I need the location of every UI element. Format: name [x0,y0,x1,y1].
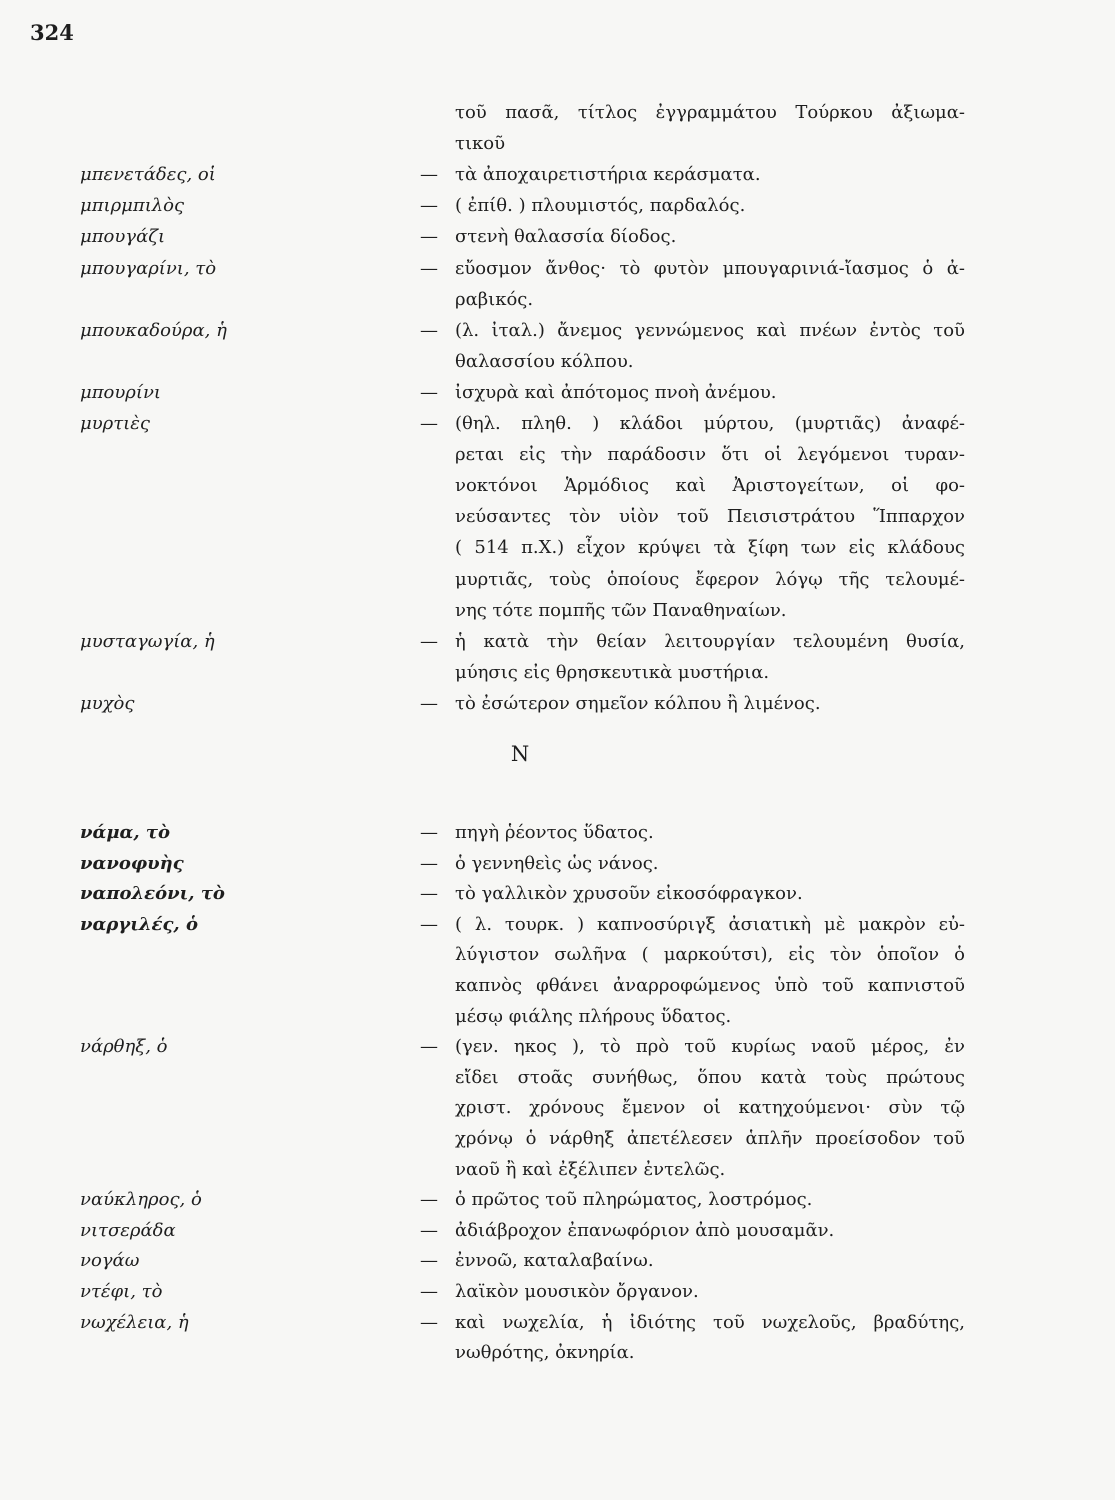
headword: ναπολεόνι, τὸ [80,883,225,905]
entry-line [0,440,1115,470]
entry-dash: — [420,852,438,874]
entry-dash: — [420,630,438,652]
headword: μπουρίνι [80,381,161,403]
headword: μπουγαρίνι, τὸ [80,257,217,279]
entry-line [0,658,1115,688]
entry-line [0,316,1115,346]
definition-text: μύησις εἰς θρησκευτικὰ μυστήρια. [455,661,770,683]
definition-text: ραβικός. [455,288,534,310]
definition-text: νεύσαντες τὸν υἱὸν τοῦ Πεισιστράτου Ἵππαρχον [455,506,965,528]
definition-text: ὁ πρῶτος τοῦ πληρώματος, λοστρόμος. [455,1189,813,1211]
definition-text: στενὴ θαλασσία δίοδος. [455,226,677,248]
definition-text: τὸ γαλλικὸν χρυσοῦν εἰκοσόφραγκον. [455,883,803,905]
entry-line [0,98,1115,128]
definition-text: καπνὸς φθάνει ἀναρροφώμενος ὑπὸ τοῦ καπνιστοῦ [455,975,965,996]
entry-line [0,471,1115,501]
entry-line [0,191,1115,221]
entry-line [0,222,1115,252]
entry-line [0,1308,1115,1338]
entry-line [0,285,1115,315]
entry-line [0,1093,1115,1123]
definition-text: τὸ ἐσώτερον σημεῖον κόλπου ἢ λιμένος. [455,692,821,714]
entry-dash: — [420,822,438,843]
definition-text: πηγὴ ῥέοντος ὕδατος. [455,822,654,843]
definition-text: ὁ γεννηθεὶς ὡς νάνος. [455,852,659,874]
definition-text: (θηλ. πληθ. ) κλάδοι μύρτου, (μυρτιᾶς) ἀναφέ- [455,413,965,434]
definition-text: εἴδει στοᾶς συνήθως, ὅπου κατὰ τοὺς πρώτους [455,1066,965,1088]
definition-text: χρόνῳ ὁ νάρθηξ ἀπετέλεσεν ἁπλῆν προείσοδον τοῦ [455,1128,965,1149]
entry-line [0,1216,1115,1246]
entry-line [0,409,1115,439]
headword: μυχὸς [80,692,135,714]
entry-dash: — [420,413,438,434]
entry-line [0,627,1115,657]
entry-line [0,254,1115,284]
headword: νωχέλεια, ἡ [80,1311,189,1333]
headword: νιτσεράδα [80,1219,176,1241]
entry-dash: — [420,692,438,714]
entry-line [0,160,1115,190]
headword: νανοφυὴς [80,852,184,874]
entry-dash: — [420,164,438,186]
headword: νογάω [80,1250,140,1272]
headword: μυσταγωγία, ἡ [80,630,215,652]
entry-dash: — [420,1036,438,1058]
definition-text: τοῦ πασᾶ, τίτλος ἐγγραμμάτου Τούρκου ἀξιωμα- [455,102,965,123]
definition-text: ναοῦ ἢ καὶ ἐξέλιπεν ἐντελῶς. [455,1158,726,1180]
entry-line [0,1155,1115,1185]
entry-dash: — [420,1219,438,1241]
entry-line [0,1124,1115,1154]
entry-dash: — [420,257,438,279]
definition-text: ( 514 π.Χ.) εἶχον κρύψει τὰ ξίφη των εἰς κλάδους [455,537,965,559]
definition-text: (λ. ἰταλ.) ἄνεμος γεννώμενος καὶ πνέων ἐντὸς τοῦ [455,319,965,341]
definition-text: μέσῳ φιάλης πλήρους ὕδατος. [455,1005,732,1027]
entry-line [0,818,1115,848]
headword: μπουκαδούρα, ἡ [80,319,227,341]
definition-text: τὰ ἀποχαιρετιστήρια κεράσματα. [455,164,761,186]
entry-line [0,849,1115,879]
page-number: 324 [30,20,74,45]
definition-text: νοκτόνοι Ἁρμόδιος καὶ Ἀριστογείτων, οἱ φο- [455,475,965,497]
entry-dash: — [420,1311,438,1333]
headword: νάμα, τὸ [80,822,171,843]
definition-text: ( ἐπίθ. ) πλουμιστός, παρδαλός. [455,195,746,217]
headword: ναργιλές, ὁ [80,913,198,935]
definition-text: (γεν. ηκος ), τὸ πρὸ τοῦ κυρίως ναοῦ μέρος, ἐν [455,1036,965,1058]
headword: ναύκληρος, ὁ [80,1189,202,1211]
entry-dash: — [420,226,438,248]
entry-line [0,879,1115,909]
definition-text: νης τότε πομπῆς τῶν Παναθηναίων. [455,599,787,621]
headword: μπιρμπιλὸς [80,195,185,217]
entry-dash: — [420,195,438,217]
section-letter: N [510,742,530,766]
definition-text: θαλασσίου κόλπου. [455,350,634,372]
entry-line [0,129,1115,159]
entry-dash: — [420,913,438,935]
headword: ντέφι, τὸ [80,1281,163,1302]
definition-text: λαϊκὸν μουσικὸν ὄργανον. [455,1281,699,1302]
headword: μυρτιὲς [80,413,150,434]
definition-text: μυρτιᾶς, τοὺς ὁποίους ἔφερον λόγῳ τῆς τελουμέ- [455,568,965,590]
definition-text: καὶ νωχελία, ἡ ἰδιότης τοῦ νωχελοῦς, βραδύτης, [455,1311,965,1333]
definition-text: τικοῦ [455,133,506,155]
entry-line [0,689,1115,719]
headword: μπενετάδες, οἱ [80,164,216,186]
entry-dash: — [420,1281,438,1302]
entry-line [0,1063,1115,1093]
entry-line [0,1032,1115,1062]
definition-text: ἰσχυρὰ καὶ ἀπότομος πνοὴ ἀνέμου. [455,381,777,403]
entry-line [0,347,1115,377]
definition-text: ἡ κατὰ τὴν θείαν λειτουργίαν τελουμένη θυσία, [455,630,965,652]
entry-line [0,596,1115,626]
entry-line [0,971,1115,1001]
entry-line [0,502,1115,532]
headword: νάρθηξ, ὁ [80,1036,168,1058]
entry-dash: — [420,1189,438,1211]
headword: μπουγάζι [80,226,166,248]
definition-text: εὔοσμον ἄνθος· τὸ φυτὸν μπουγαρινιά-ἴασμος ὁ ἀ- [455,257,965,279]
entry-line [0,1002,1115,1032]
entry-line [0,1246,1115,1276]
definition-text: ρεται εἰς τὴν παράδοσιν ὅτι οἱ λεγόμενοι τυραν- [455,444,965,466]
entry-line [0,1338,1115,1368]
entry-line [0,565,1115,595]
definition-text: νωθρότης, ὀκνηρία. [455,1342,635,1364]
entry-line [0,533,1115,563]
entry-dash: — [420,1250,438,1272]
definition-text: ( λ. τουρκ. ) καπνοσύριγξ ἀσιατικὴ μὲ μακρὸν εὐ- [455,913,965,935]
definition-text: λύγιστον σωλῆνα ( μαρκούτσι), εἰς τὸν ὁποῖον ὁ [455,944,965,966]
entry-line [0,940,1115,970]
entry-line [0,1277,1115,1307]
definition-text: ἀδιάβροχον ἐπανωφόριον ἀπὸ μουσαμᾶν. [455,1219,835,1241]
entry-line [0,1185,1115,1215]
entry-line [0,910,1115,940]
entry-dash: — [420,319,438,341]
entry-dash: — [420,883,438,905]
definition-text: ἐννοῶ, καταλαβαίνω. [455,1250,654,1272]
entry-line [0,378,1115,408]
definition-text: χριστ. χρόνους ἔμενον οἱ κατηχούμενοι· σὺν τῷ [455,1097,965,1119]
entry-dash: — [420,381,438,403]
